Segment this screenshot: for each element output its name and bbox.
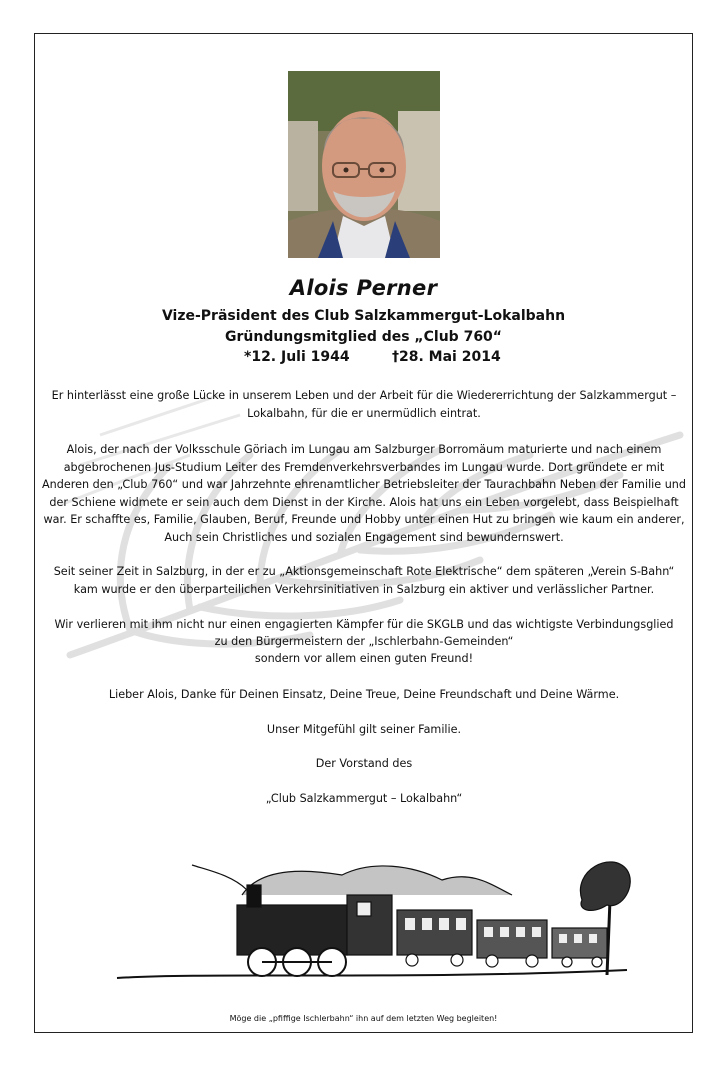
paragraph-loss-1: Wir verlieren mit ihm nicht nur einen engagierten Kämpfer für die SKGLB und das wichtigste Verbindungsglied [54, 618, 674, 631]
paragraph-sympathy: Unser Mitgefühl gilt seiner Familie. [266, 723, 462, 736]
paragraph-thanks: Lieber Alois, Danke für Deinen Einsatz, Deine Treue, Deine Freundschaft und Deine Wärme. [108, 688, 620, 701]
death-date: †28. Mai 2014 [392, 349, 501, 365]
founding-membership: Gründungsmitglied des „Club 760“ [224, 329, 502, 345]
paragraph-legacy: Er hinterlässt eine große Lücke in unserem Leben und der Arbeit für die Wiedererrichtung der Salzkammergut – Lokalbahn, für die er unermüdlich eintrat. [51, 389, 677, 420]
portrait-photo [288, 71, 440, 258]
paragraph-salzburg: Seit seiner Zeit in Salzburg, in der er zu „Aktionsgemeinschaft Rote Elektrische“ dem späteren „Verein S-Bahn“ kam wurde er den überparteilichen Verkehrsinitiativen in Salzburg ein aktiver und verlässlicher Partner. [53, 565, 675, 596]
steam-train-illustration [112, 840, 632, 1000]
paragraph-biography: Alois, der nach der Volksschule Göriach im Lungau am Salzburger Borromäum maturierte und nach einem abgebrochenen Jus-Studium Leiter des Fremdenverkehrsverbandes im Lungau wurde. Dort gründete er mit Anderen den „Club 760“ und war Jahrzehnte ehrenamtlicher Betriebsleiter der Taurachbahn Neben der Familie und der Schiene widmete er sein auch dem Dienst in der Kirche. Alois hat uns ein Leben vorgelebt, dass Beispielhaft war. Er schaffte es, Familie, Glauben, Beruf, Freunde und Hobby unter einen Hut zu bringen wie kaum ein anderer, Auch sein Christliches und sozialen Engagement sind bewundernswert. [41, 443, 687, 544]
birth-date: *12. Juli 1944 [244, 349, 350, 365]
person-name: Alois Perner [289, 276, 438, 300]
footer-note: Möge die „pfiffige Ischlerbahn“ ihn auf dem letzten Weg begleiten! [229, 1014, 498, 1023]
paragraph-loss-3: sondern vor allem einen guten Freund! [254, 652, 474, 665]
paragraph-loss-2: zu den Bürgermeistern der „Ischlerbahn-Gemeinden“ [214, 635, 514, 648]
person-role: Vize-Präsident des Club Salzkammergut-Lokalbahn [161, 308, 566, 324]
paragraph-club: „Club Salzkammergut – Lokalbahn“ [265, 792, 463, 805]
paragraph-board: Der Vorstand des [315, 757, 413, 770]
